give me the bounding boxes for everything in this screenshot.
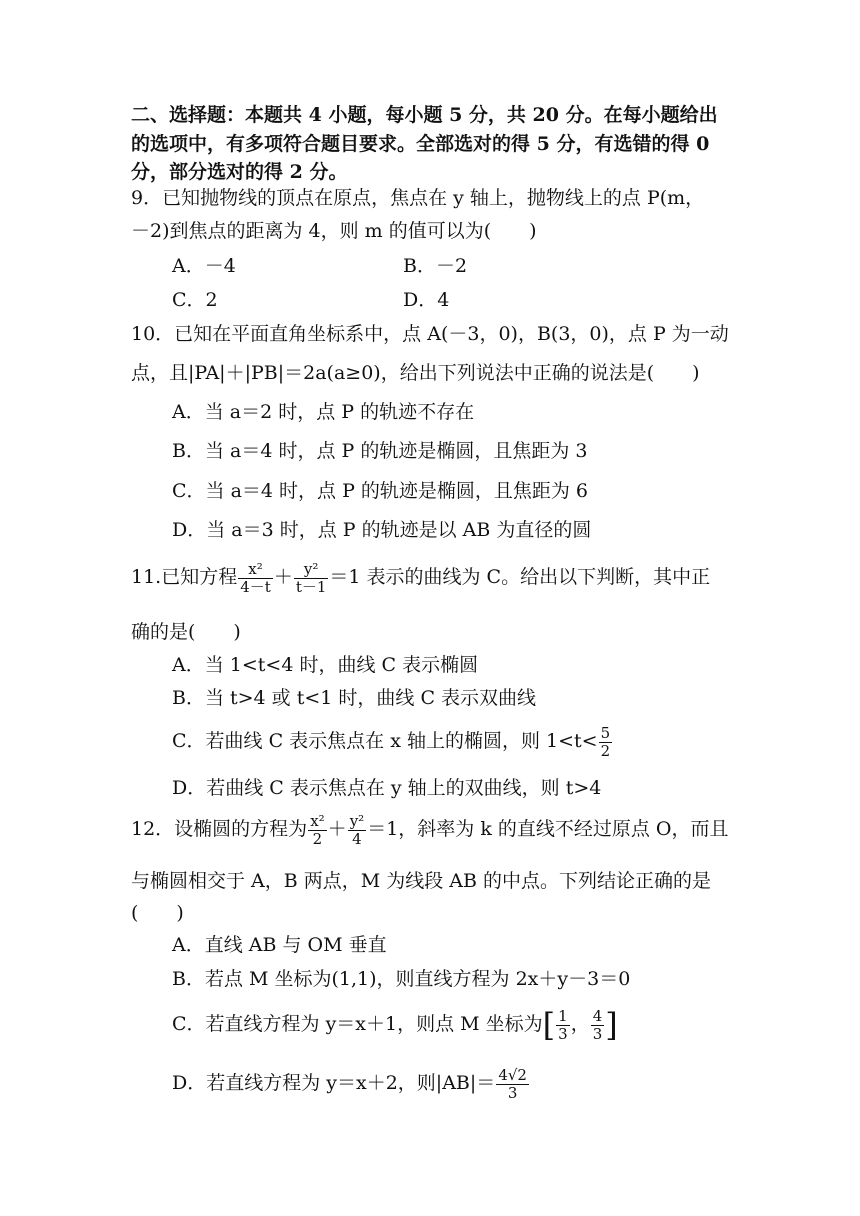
q11-suffix: ＝1 表示的曲线为 C。给出以下判断，其中正 [329,566,711,588]
q12-optc-den1: 3 [558,1024,568,1043]
q12-optc-close-bracket: ] [605,1006,618,1044]
q12-optc-den2: 3 [592,1024,603,1043]
q10-stem-line2: 点，且|PA|＋|PB|＝2a(a≥0)，给出下列说法中正确的说法是( ) [131,362,700,384]
q11-optc-fraction [599,725,613,760]
q11-frac2-den: t－1 [295,577,327,596]
q12-option-c [172,1003,860,1045]
q12-optc-fraction-1 [556,1008,570,1043]
q10-option-b: B．当 a＝4 时，点 P 的轨迹是椭圆，且焦距为 3 [172,440,588,462]
q12-optd-fraction [496,1067,529,1102]
q10-option-d: D．当 a＝3 时，点 P 的轨迹是以 AB 为直径的圆 [172,519,592,541]
q12-frac2-num: y² [349,811,365,830]
q12-optc-num1: 1 [558,1006,568,1025]
q12-optd-text: D．若直线方程为 y＝x＋2，则|AB|＝ [172,1072,496,1094]
q12-optc-num2: 4 [592,1006,603,1025]
q11-stem-line2: 确的是( ) [131,621,241,643]
q12-plus: ＋ [327,818,347,840]
q12-option-d [172,1062,860,1104]
q9-stem-line1: 9．已知抛物线的顶点在原点，焦点在 y 轴上，抛物线上的点 P(m， [131,187,705,209]
q12-option-b: B．若点 M 坐标为(1,1)，则直线方程为 2x＋y－3＝0 [172,968,631,990]
q11-optc-den: 2 [600,741,611,760]
q12-optc-text: C．若直线方程为 y＝x＋1，则点 M 坐标为 [172,1013,543,1035]
q12-optd-den: 3 [496,1084,529,1102]
q12-frac1-den: 2 [308,830,326,848]
q11-optc-text: C．若曲线 C 表示焦点在 x 轴上的椭圆，则 1<t< [172,730,598,752]
q11-option-d: D．若曲线 C 表示焦点在 y 轴上的双曲线，则 t>4 [172,777,602,799]
q12-option-a: A．直线 AB 与 OM 垂直 [172,934,387,956]
q11-frac2-num: y² [303,559,319,578]
q10-option-a: A．当 a＝2 时，点 P 的轨迹不存在 [172,401,475,423]
q11-frac1-den: 4－t [240,577,271,596]
q12-optc-separator: ， [570,1013,590,1035]
q11-stem-line1 [131,556,860,598]
q12-suffix: ＝1，斜率为 k 的直线不经过原点 O，而且 [367,818,729,840]
q12-optc-open-bracket: [ [542,1006,556,1044]
q11-fraction-2 [294,561,329,596]
q10-stem-line1: 10．已知在平面直角坐标系中，点 A(－3，0)，B(3，0)，点 P 为一动 [131,323,729,345]
q11-option-c [172,720,860,762]
section-header-line3: 分，部分选对的得 2 分。 [131,161,348,183]
q12-optc-fraction-2 [591,1008,605,1043]
q10-option-c: C．当 a＝4 时，点 P 的轨迹是椭圆，且焦距为 6 [172,480,589,502]
q9-option-d: D．4 [403,289,450,311]
q12-prefix: 12．设椭圆的方程为 [131,818,308,840]
q12-optd-num: 4√2 [498,1065,527,1084]
q11-option-a: A．当 1<t<4 时，曲线 C 表示椭圆 [172,654,479,676]
q12-stem-line2: 与椭圆相交于 A，B 两点，M 为线段 AB 的中点。下列结论正确的是 [131,870,712,892]
q12-fraction-1 [308,813,326,848]
q11-optc-num: 5 [600,723,611,742]
q11-frac1-num: x² [248,559,263,578]
section-header-line1: 二、选择题：本题共 4 小题，每小题 5 分，共 20 分。在每小题给出 [131,104,718,126]
q11-prefix: 11.已知方程 [131,566,238,588]
q12-frac1-num: x² [310,811,325,830]
section-header-line2: 的选项中，有多项符合题目要求。全部选对的得 5 分，有选错的得 0 [131,133,710,155]
q11-option-b: B．当 t>4 或 t<1 时，曲线 C 表示双曲线 [172,687,537,709]
q12-stem-line3: ( ) [131,902,184,924]
q9-option-a: A．－4 [172,255,236,277]
q12-stem-line1 [131,808,860,850]
q12-frac2-den: 4 [348,830,367,848]
q12-fraction-2 [348,813,367,848]
q11-plus: ＋ [273,566,293,588]
q9-option-b: B．－2 [403,255,468,277]
q11-fraction-1 [238,561,273,596]
q9-stem-line2: －2)到焦点的距离为 4，则 m 的值可以为( ) [131,220,537,242]
q9-option-c: C．2 [172,289,218,311]
